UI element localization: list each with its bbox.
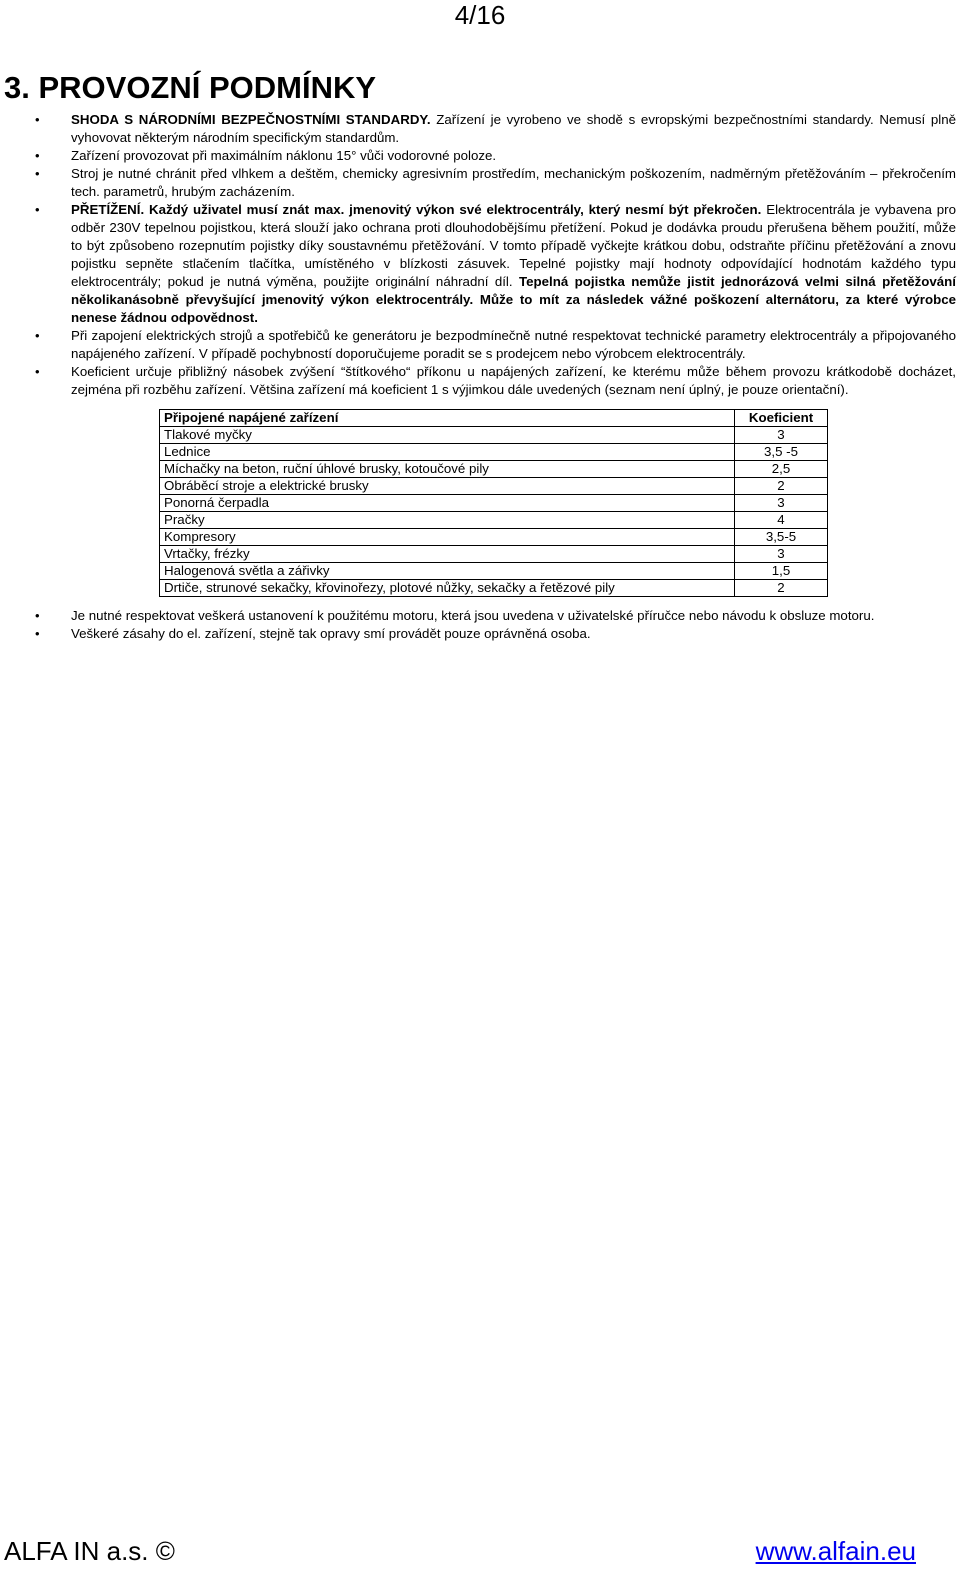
page-number: 4/16 bbox=[454, 0, 506, 30]
list-item-engine bbox=[0, 607, 960, 625]
coefficient-cell: 3 bbox=[735, 427, 828, 444]
overload-text: Elektrocentrála je vybavena pro odběr 230V tepelnou pojistkou, která slouží jako ochrana proti dlouhodobějšímu přetížení. Pokud je dodávka proudu přerušena během použití, může to být způsobeno rozepnutím pojistky díky soustavnému přetěžování. V tomto případě vyčkejte krátkou dobu, odstraňte příčinu přetěžování a znovu pojistku sepněte stlačením tlačítka, umístěného v blízkosti zásuvek. Tepelné pojistky mají hodnoty odpovídající hodnotám každého typu elektrocentrály; pokud je nutná výměna, použijte originální náhradní díl. bbox=[71, 202, 956, 289]
device-cell: Kompresory bbox=[160, 529, 735, 546]
device-cell: Míchačky na beton, ruční úhlové brusky, kotoučové pily bbox=[160, 461, 735, 478]
device-cell: Vrtačky, frézky bbox=[160, 546, 735, 563]
coefficient-cell: 3 bbox=[735, 546, 828, 563]
coefficient-table-wrap bbox=[71, 399, 956, 607]
device-cell: Ponorná čerpadla bbox=[160, 495, 735, 512]
list-item-protection bbox=[0, 165, 960, 201]
device-cell: Tlakové myčky bbox=[160, 427, 735, 444]
table-row bbox=[160, 427, 828, 444]
list-item-standards bbox=[0, 111, 960, 147]
tilt-text: Zařízení provozovat při maximálním náklonu 15° vůči vodorovné poloze. bbox=[71, 148, 497, 163]
footer-company: ALFA IN a.s. © bbox=[4, 1536, 175, 1566]
coefficient-cell: 2 bbox=[735, 580, 828, 597]
table-row bbox=[160, 546, 828, 563]
coefficient-text: Koeficient určuje přibližný násobek zvýšení “štítkového“ příkonu u napájených zařízení, ke kterému může během provozu krátkodobě docházet, zejména při rozběhu zařízení. Většina zařízení má koeficient 1 s výjimkou dále uvedených (seznam není úplný, je pouze orientační). bbox=[71, 364, 956, 397]
coefficient-cell: 1,5 bbox=[735, 563, 828, 580]
device-cell: Lednice bbox=[160, 444, 735, 461]
header-device: Připojené napájené zařízení bbox=[160, 410, 735, 427]
coefficient-table bbox=[159, 409, 828, 597]
engine-text: Je nutné respektovat veškerá ustanovení k použitému motoru, která jsou uvedena v uživatelské příručce nebo návodu k obsluze motoru. bbox=[71, 608, 875, 623]
device-cell: Obráběcí stroje a elektrické brusky bbox=[160, 478, 735, 495]
service-text: Veškeré zásahy do el. zařízení, stejně tak opravy smí provádět pouze oprávněná osoba. bbox=[71, 626, 591, 641]
table-row bbox=[160, 444, 828, 461]
section-title: 3. PROVOZNÍ PODMÍNKY bbox=[4, 70, 377, 105]
protection-text: Stroj je nutné chránit před vlhkem a deštěm, chemicky agresivním prostředím, mechanickým poškozením, nadměrným přetěžováním – překročením tech. parametrů, hrubým zacházením. bbox=[71, 166, 956, 199]
coefficient-cell: 2,5 bbox=[735, 461, 828, 478]
standards-heading: SHODA S NÁRODNÍMI BEZPEČNOSTNÍMI STANDARDY. bbox=[71, 112, 431, 127]
table-row bbox=[160, 512, 828, 529]
table-row bbox=[160, 580, 828, 597]
conditions-list bbox=[0, 111, 960, 643]
list-item-coefficient bbox=[0, 363, 960, 607]
overload-warning: Tepelná pojistka nemůže jistit jednorázová velmi silná přetěžování několikanásobně převyšující jmenovitý výkon elektrocentrály. Může to mít za následek vážné poškození alternátoru, za které výrobce nenese žádnou odpovědnost. bbox=[71, 274, 956, 325]
device-cell: Halogenová světla a zářivky bbox=[160, 563, 735, 580]
table-row bbox=[160, 529, 828, 546]
table-row bbox=[160, 461, 828, 478]
coefficient-cell: 3,5 -5 bbox=[735, 444, 828, 461]
coefficient-cell: 2 bbox=[735, 478, 828, 495]
table-row bbox=[160, 495, 828, 512]
coefficient-cell: 4 bbox=[735, 512, 828, 529]
footer-website-link[interactable]: www.alfain.eu bbox=[755, 1536, 916, 1566]
table-row bbox=[160, 563, 828, 580]
connection-text: Při zapojení elektrických strojů a spotřebičů ke generátoru je bezpodmínečně nutné respektovat technické parametry elektrocentrály a připojovaného napájeného zařízení. V případě pochybností doporučujeme poradit se s prodejcem nebo výrobcem elektrocentrály. bbox=[71, 328, 956, 361]
overload-heading: PŘETÍŽENÍ. Každý uživatel musí znát max. jmenovitý výkon své elektrocentrály, který nesmí být překročen. bbox=[71, 202, 762, 217]
list-item-service bbox=[0, 625, 960, 643]
device-cell: Pračky bbox=[160, 512, 735, 529]
table-header-row bbox=[160, 410, 828, 427]
coefficient-cell: 3 bbox=[735, 495, 828, 512]
list-item-connection bbox=[0, 327, 960, 363]
list-item-overload bbox=[0, 201, 960, 327]
list-item-tilt bbox=[0, 147, 960, 165]
header-coefficient: Koeficient bbox=[735, 410, 828, 427]
coefficient-cell: 3,5-5 bbox=[735, 529, 828, 546]
device-cell: Drtiče, strunové sekačky, křovinořezy, plotové nůžky, sekačky a řetězové pily bbox=[160, 580, 735, 597]
standards-text: Zařízení je vyrobeno ve shodě s evropskými bezpečnostními standardy. Nemusí plně vyhovovat některým národním specifickým standardům. bbox=[71, 112, 957, 145]
table-row bbox=[160, 478, 828, 495]
